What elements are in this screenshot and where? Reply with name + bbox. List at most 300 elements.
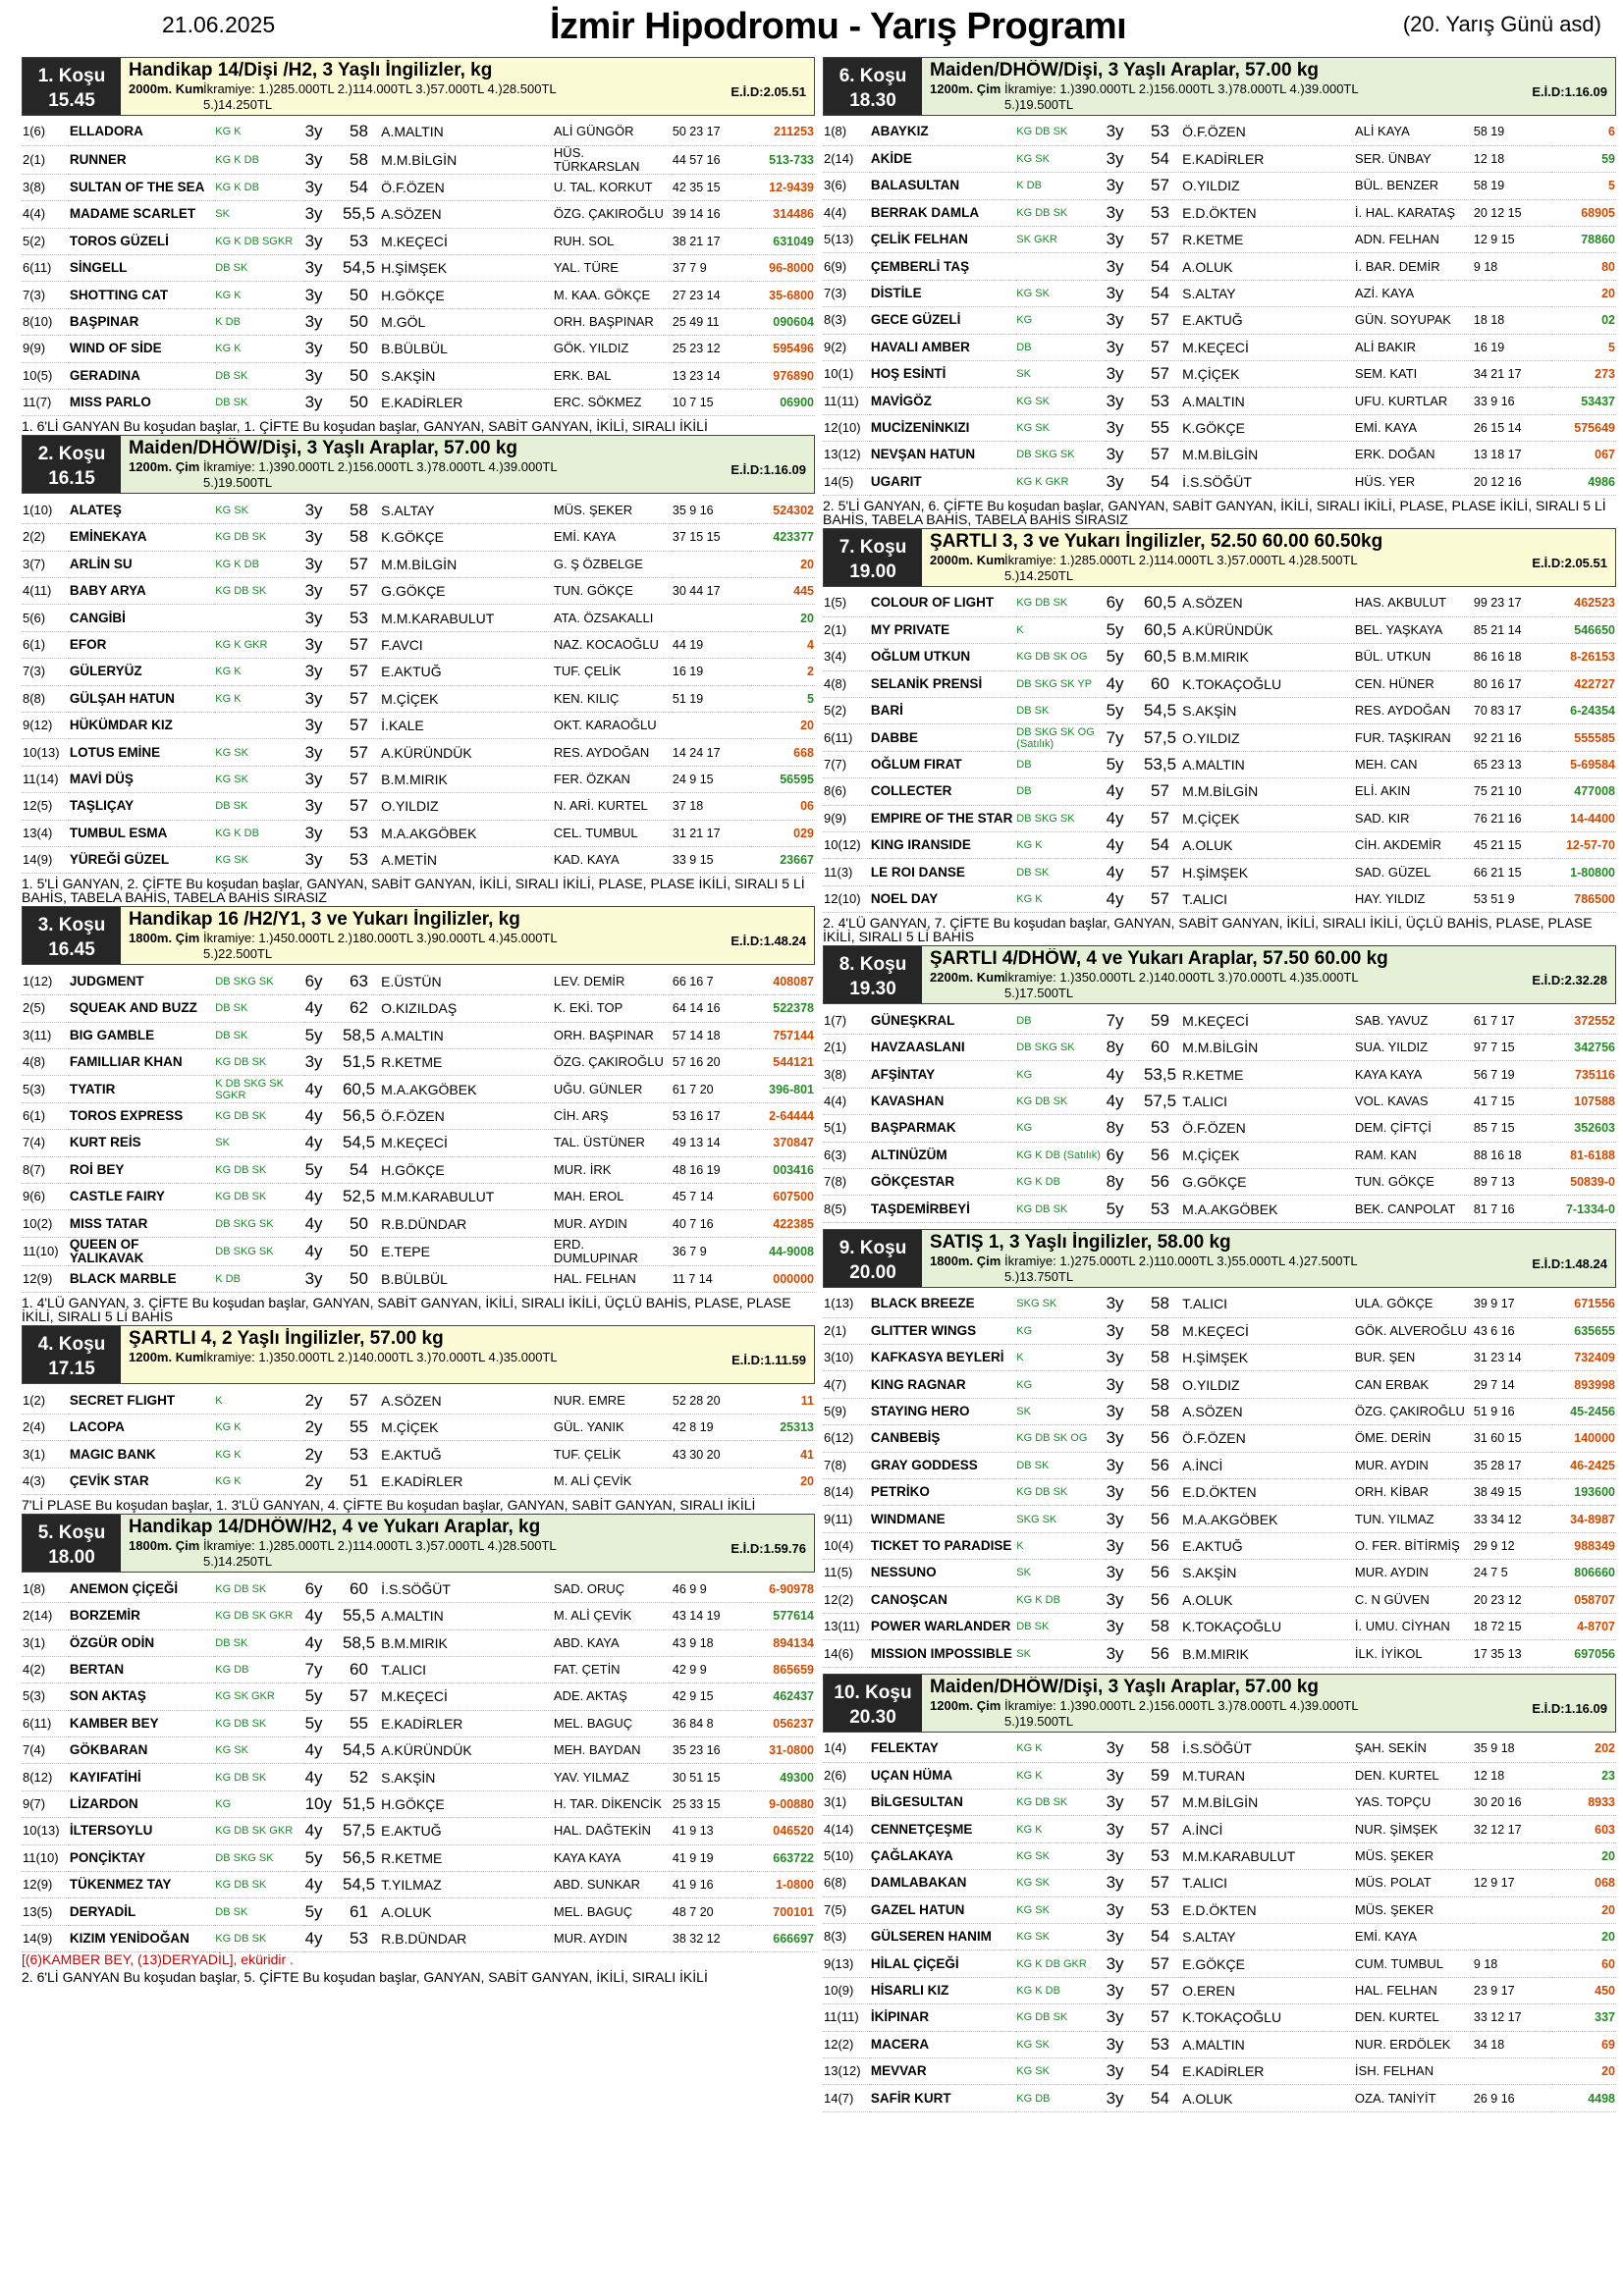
equipment: K [1015,1345,1105,1371]
equipment: K DB [214,308,303,335]
race-title: Maiden/DHÖW/Dişi, 3 Yaşlı Araplar, 57.00 kg [129,438,517,459]
horse-age: 3y [1106,1977,1139,2003]
jockey: A.İNCİ [1181,1816,1354,1842]
horse-age: 3y [304,119,338,145]
jockey: M.ÇİÇEK [1181,805,1354,831]
owner: M. KAA. GÖKÇE [553,282,672,308]
owner: DEN. KURTEL [1354,2004,1473,2031]
table-row [22,713,815,739]
race-details [129,81,806,97]
equipment: SKG SK [1015,1506,1105,1532]
entry-number: 14(9) [22,846,69,873]
table-row [823,173,1616,199]
table-row [22,968,815,994]
jockey: A.SÖZEN [380,201,553,228]
weight: 58 [338,497,380,523]
horse-name: YÜREĞİ GÜZEL [69,846,214,873]
table-row [22,1818,815,1844]
horse-age: 3y [304,631,338,658]
table-row [823,2057,1616,2084]
horse-age: 3y [304,846,338,873]
stats: 12 18 [1473,1762,1551,1789]
owner: FAT. ÇETİN [553,1656,672,1682]
weight: 54 [1139,2085,1181,2111]
entry-number: 1(7) [823,1007,870,1034]
stats: 16 19 [1473,334,1551,360]
stats: 48 16 19 [672,1156,750,1183]
race-distance: 2000m. Kum [930,552,1005,567]
horse-name: GÜLERYÜZ [69,659,214,685]
horse-name: SULTAN OF THE SEA [69,174,214,200]
stats: 80 16 17 [1473,670,1551,697]
form-figures: 49300 [750,1764,815,1790]
owner: TAL. ÜSTÜNER [553,1130,672,1156]
form-figures: 31-0800 [750,1737,815,1764]
table-row [823,334,1616,360]
race-distance: 1800m. Çim [129,1538,200,1554]
horse-age: 3y [1106,173,1139,199]
jockey: M.A.AKGÖBEK [380,1076,553,1102]
race-block [823,528,1616,945]
form-figures: 700101 [750,1898,815,1925]
race-record: E.İ.D:1.16.09 [1532,84,1607,99]
stats: 26 15 14 [1473,414,1551,441]
horse-age: 5y [304,1844,338,1871]
table-row [22,1790,815,1817]
horse-age: 4y [1106,831,1139,858]
equipment: DB [1015,751,1105,777]
jockey: M.ÇİÇEK [1181,361,1354,388]
equipment: DB SKG SK [214,1210,303,1237]
form-figures: 342756 [1551,1035,1616,1061]
weight: 57 [1139,307,1181,334]
stats: 20 12 16 [1473,468,1551,495]
race-record: E.İ.D:1.16.09 [1532,1700,1607,1716]
horse-age: 3y [304,362,338,389]
race-prize-extra: 5.)22.500TL [203,946,273,962]
horse-name: MISSION IMPOSSIBLE [870,1640,1015,1667]
weight: 52,5 [338,1184,380,1210]
jockey: B.M.MIRIK [1181,1640,1354,1667]
horse-age: 3y [1106,1479,1139,1506]
entry-number: 3(1) [22,1441,69,1468]
entry-number: 8(6) [823,778,870,805]
weight: 60,5 [1139,616,1181,643]
horse-age: 5y [1106,644,1139,670]
owner: HAL. FELHAN [1354,1977,1473,2003]
stats: 85 21 14 [1473,616,1551,643]
race-distance: 1200m. Çim [930,1697,1001,1713]
horse-age: 3y [1106,1923,1139,1949]
table-row [823,670,1616,697]
stats: 35 9 16 [672,497,750,523]
stats: 35 28 17 [1473,1452,1551,1478]
race-distance: 1800m. Çim [129,931,200,946]
form-figures: 577614 [750,1603,815,1629]
stats: 44 57 16 [672,145,750,174]
horse-age: 3y [304,390,338,416]
stats: 24 7 5 [1473,1560,1551,1586]
owner: ORH. BAŞPINAR [553,308,672,335]
equipment: KG DB SK [214,1156,303,1183]
jockey: A.MALTIN [380,1603,553,1629]
table-row [823,724,1616,751]
horse-age: 5y [304,1683,338,1710]
equipment: KG K DB [214,174,303,200]
equipment: KG SK [1015,145,1105,172]
entry-number: 6(1) [22,631,69,658]
equipment: DB SKG SK OG (Satılık) [1015,724,1105,751]
table-row [22,1737,815,1764]
weight: 57 [1139,885,1181,912]
horse-name: AKİDE [870,145,1015,172]
stats: 39 9 17 [1473,1291,1551,1317]
stats: 36 84 8 [672,1710,750,1736]
stats: 16 19 [672,659,750,685]
form-figures: 635655 [1551,1317,1616,1344]
entry-number: 12(9) [22,1265,69,1292]
jockey: A.MALTIN [380,1022,553,1048]
horse-age: 3y [1106,361,1139,388]
weight: 51 [338,1468,380,1494]
stats: 75 21 10 [1473,778,1551,805]
horse-age: 4y [1106,1088,1139,1114]
table-row [22,1237,815,1265]
stats: 18 18 [1473,307,1551,334]
owner: VOL. KAVAS [1354,1088,1473,1114]
stats: 38 32 12 [672,1925,750,1951]
equipment: KG SK [1015,1896,1105,1923]
table-row [823,414,1616,441]
horse-name: CENNETÇEŞME [870,1816,1015,1842]
owner: ÖZG. ÇAKIROĞLU [1354,1398,1473,1424]
weight: 59 [1139,1762,1181,1789]
entry-number: 3(7) [22,551,69,577]
race-distance: 1200m. Kum [129,1350,204,1365]
form-figures: 20 [1551,1842,1616,1869]
table-row [823,1035,1616,1061]
jockey: A.SÖZEN [380,1387,553,1414]
form-figures: 786500 [1551,885,1616,912]
horse-age: 3y [1106,334,1139,360]
stats: 20 12 15 [1473,199,1551,226]
table-row [22,336,815,362]
horse-name: ÖZGÜR ODİN [69,1629,214,1656]
jockey: T.ALICI [1181,885,1354,912]
weight: 53 [1139,199,1181,226]
jockey: A.KÜRÜNDÜK [380,1737,553,1764]
equipment: KG SK [214,1737,303,1764]
equipment: KG SK GKR [214,1683,303,1710]
race-time: 19.00 [849,561,896,582]
stats: 31 21 17 [672,820,750,846]
weight: 57 [1139,1977,1181,2003]
owner: MÜS. POLAT [1354,1870,1473,1896]
jockey: İ.S.SÖĞÜT [1181,1735,1354,1762]
horse-age: 2y [304,1387,338,1414]
entry-number: 7(7) [823,751,870,777]
owner: EMİ. KAYA [553,524,672,551]
horse-name: KING IRANSIDE [870,831,1015,858]
weight: 60 [338,1656,380,1682]
owner: BUR. ŞEN [1354,1345,1473,1371]
table-row [22,1710,815,1736]
stats: 31 60 15 [1473,1425,1551,1452]
table-row [823,1345,1616,1371]
equipment: KG DB SK OG [1015,1425,1105,1452]
race-header [22,906,815,965]
race-time: 20.00 [849,1261,896,1283]
horse-age: 3y [1106,280,1139,306]
weight: 58 [1139,1345,1181,1371]
table-row [823,1506,1616,1532]
weight: 56 [1139,1425,1181,1452]
form-figures: 6-24354 [1551,698,1616,724]
weight: 57,5 [1139,724,1181,751]
table-row [22,1049,815,1076]
stats: 53 16 17 [672,1102,750,1129]
horse-age: 5y [304,1710,338,1736]
stats [672,713,750,739]
entry-number: 7(3) [823,280,870,306]
jockey: K.TOKAÇOĞLU [1181,2004,1354,2031]
owner: HAS. AKBULUT [1354,590,1473,616]
horse-name: MACERA [870,2031,1015,2057]
stats [672,551,750,577]
entry-number: 2(5) [22,995,69,1022]
table-row [823,590,1616,616]
form-figures: 20 [750,551,815,577]
weight: 56 [1139,1479,1181,1506]
equipment: K DB [1015,173,1105,199]
race-info [922,946,1615,1003]
stats: 57 14 18 [672,1022,750,1048]
owner: ALİ GÜNGÖR [553,119,672,145]
jockey: M.M.BİLGİN [1181,1789,1354,1816]
table-row [823,1896,1616,1923]
owner: CİH. ARŞ [553,1102,672,1129]
entry-number: 1(2) [22,1387,69,1414]
race-number: 4. Koşu [37,1334,106,1356]
race-details [930,1254,1607,1269]
form-figures: 370847 [750,1130,815,1156]
entry-number: 4(2) [22,1656,69,1682]
jockey: K.TOKAÇOĞLU [1181,670,1354,697]
table-row [22,308,815,335]
form-figures: 068 [1551,1870,1616,1896]
stats: 40 7 16 [672,1210,750,1237]
jockey: A.KÜRÜNDÜK [1181,616,1354,643]
owner: BÜL. BENZER [1354,173,1473,199]
race-number: 2. Koşu [37,444,106,465]
weight: 54,5 [338,1872,380,1898]
table-row [823,145,1616,172]
equipment: DB [1015,334,1105,360]
entry-number: 8(8) [22,685,69,712]
equipment: K [1015,1532,1105,1559]
form-figures: 2 [750,659,815,685]
stats: 92 21 16 [1473,724,1551,751]
stats: 43 9 18 [672,1629,750,1656]
form-figures: 423377 [750,524,815,551]
page-title: İzmir Hipodromu - Yarış Programı [550,6,1127,47]
owner: BEL. YAŞKAYA [1354,616,1473,643]
jockey: E.AKTUĞ [380,1441,553,1468]
form-figures: 9-00880 [750,1790,815,1817]
stats: 31 23 14 [1473,1345,1551,1371]
jockey: M.M.KARABULUT [380,605,553,631]
horse-name: MISS PARLO [69,390,214,416]
horse-age: 3y [304,201,338,228]
entry-number: 8(3) [823,307,870,334]
entry-number: 10(13) [22,1818,69,1844]
form-figures: 12-57-70 [1551,831,1616,858]
weight: 54 [1139,1923,1181,1949]
form-figures: 20 [1551,1896,1616,1923]
table-row [22,1076,815,1102]
jockey: M.ÇİÇEK [380,1415,553,1441]
equipment: KG [214,1790,303,1817]
owner: KEN. KILIÇ [553,685,672,712]
owner: ADN. FELHAN [1354,227,1473,253]
entry-number: 1(13) [823,1291,870,1317]
owner: SAD. ORUÇ [553,1575,672,1602]
entry-number: 4(3) [22,1468,69,1494]
horse-name: BABY ARYA [69,578,214,605]
weight: 54 [1139,468,1181,495]
owner: AZİ. KAYA [1354,280,1473,306]
horse-age: 3y [1106,227,1139,253]
race-block [823,1674,1616,2118]
equipment: DB SKG SK [214,1844,303,1871]
horse-age: 4y [304,1184,338,1210]
entry-number: 9(12) [22,713,69,739]
owner: ERK. BAL [553,362,672,389]
jockey: A.OLUK [1181,831,1354,858]
table-row [823,1950,1616,1977]
jockey: M.M.BİLGİN [1181,1035,1354,1061]
jockey: M.M.BİLGİN [1181,778,1354,805]
table-row [823,1789,1616,1816]
form-figures: 396-801 [750,1076,815,1102]
owner: CEN. HÜNER [1354,670,1473,697]
horse-age: 3y [1106,1896,1139,1923]
stats: 88 16 18 [1473,1142,1551,1168]
horse-name: DİSTİLE [870,280,1015,306]
race-header [22,57,815,116]
horse-age: 3y [304,308,338,335]
stats: 41 7 15 [1473,1088,1551,1114]
equipment: KG DB SK [214,1575,303,1602]
jockey: A.OLUK [1181,1586,1354,1613]
jockey: E.KADİRLER [380,1468,553,1494]
entry-number: 6(1) [22,1102,69,1129]
owner: DEM. ÇİFTÇİ [1354,1115,1473,1142]
entry-number: 5(9) [823,1398,870,1424]
horse-name: MISS TATAR [69,1210,214,1237]
horse-name: NESSUNO [870,1560,1015,1586]
horse-age: 4y [1106,778,1139,805]
weight: 59 [1139,1007,1181,1034]
horse-age: 3y [1106,1425,1139,1452]
race-info [121,1515,814,1572]
owner: ORH. KİBAR [1354,1479,1473,1506]
table-row [22,228,815,254]
entry-number: 10(1) [823,361,870,388]
weight: 56 [1139,1452,1181,1478]
form-figures: 5 [750,685,815,712]
horse-name: GÜLSEREN HANIM [870,1923,1015,1949]
horse-name: EMPIRE OF THE STAR [870,805,1015,831]
jockey: B.BÜLBÜL [380,1265,553,1292]
owner: RES. AYDOĞAN [1354,698,1473,724]
weight: 54,5 [338,255,380,282]
stats: 33 34 12 [1473,1506,1551,1532]
entry-number: 1(4) [823,1735,870,1762]
horse-age: 6y [304,1575,338,1602]
table-row [823,1560,1616,1586]
jockey: O.YILDIZ [1181,724,1354,751]
horse-age: 4y [1106,670,1139,697]
entries-table [22,119,815,416]
horse-age: 3y [1106,1345,1139,1371]
race-distance: 1200m. Çim [930,81,1001,96]
race-title: Maiden/DHÖW/Dişi, 3 Yaşlı Araplar, 57.00 kg [930,1676,1319,1697]
entry-number: 5(2) [22,228,69,254]
entry-number: 2(1) [823,616,870,643]
horse-name: SQUEAK AND BUZZ [69,995,214,1022]
weight: 54 [1139,831,1181,858]
equipment: DB SKG SK [1015,1035,1105,1061]
owner: MEL. BAGUÇ [553,1898,672,1925]
owner: YAS. TOPÇU [1354,1789,1473,1816]
entries-table [22,497,815,874]
weight: 58 [1139,1735,1181,1762]
horse-age: 3y [1106,307,1139,334]
form-figures: 546650 [1551,616,1616,643]
horse-age: 2y [304,1415,338,1441]
equipment: DB SK [214,255,303,282]
form-figures: 450 [1551,1977,1616,2003]
horse-age: 3y [1106,388,1139,414]
weight: 57 [1139,1870,1181,1896]
table-row [823,1291,1616,1317]
entry-number: 7(4) [22,1737,69,1764]
entries-table [823,119,1616,496]
horse-age: 4y [304,1102,338,1129]
form-figures: 000000 [750,1265,815,1292]
horse-age: 5y [1106,616,1139,643]
horse-age: 6y [304,968,338,994]
horse-name: ARLİN SU [69,551,214,577]
table-row [823,885,1616,912]
jockey: S.AKŞİN [380,362,553,389]
form-figures: 2-64444 [750,1102,815,1129]
jockey: Ö.F.ÖZEN [1181,1115,1354,1142]
owner: SAB. YAVUZ [1354,1007,1473,1034]
table-row [823,1923,1616,1949]
horse-name: GAZEL HATUN [870,1896,1015,1923]
weight: 57 [338,739,380,766]
race-header [22,1514,815,1573]
horse-age: 4y [304,1629,338,1656]
owner: OZA. TANİYİT [1354,2085,1473,2111]
table-row [22,793,815,820]
jockey: E.AKTUĞ [1181,307,1354,334]
equipment [214,605,303,631]
horse-age: 4y [304,995,338,1022]
table-row [823,1007,1616,1034]
